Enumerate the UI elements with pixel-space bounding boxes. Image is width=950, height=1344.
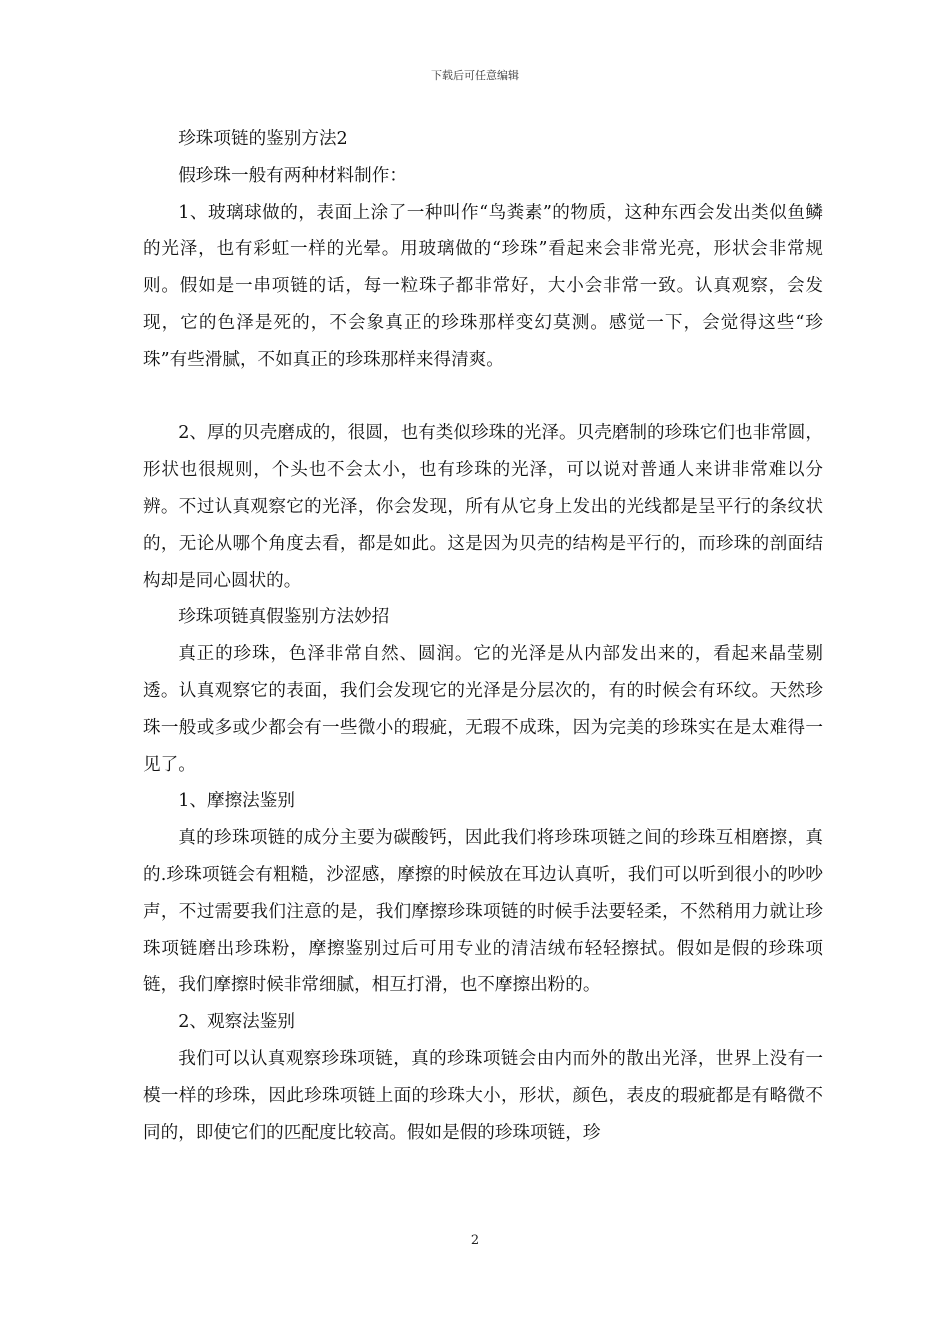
paragraph: 真正的珍珠，色泽非常自然、圆润。它的光泽是从内部发出来的，看起来晶莹剔透。认真观察它的表面，我们会发现它的光泽是分层次的，有的时候会有环纹。天然珍珠一般或多或少都会有一些微小的瑕疵，无瑕不成珠，因为完美的珍珠实在是太难得一见了。 [143, 644, 823, 775]
subsection-title: 2、观察法鉴别 [178, 1012, 295, 1033]
paragraph-spacer [143, 379, 823, 416]
subsection-title: 1、摩擦法鉴别 [178, 791, 295, 812]
paragraph: 我们可以认真观察珍珠项链，真的珍珠项链会由内而外的散出光泽，世界上没有一模一样的珍珠，因此珍珠项链上面的珍珠大小，形状，颜色，表皮的瑕疵都是有略微不同的，即使它们的匹配度比较高。假如是假的珍珠项链，珍 [143, 1048, 823, 1143]
paragraph: 2、厚的贝壳磨成的，很圆，也有类似珍珠的光泽。贝壳磨制的珍珠它们也非常圆，形状也很规则，个头也不会太小，也有珍珠的光泽，可以说对普通人来讲非常难以分辨。不过认真观察它的光泽，你会发现，所有从它身上发出的光线都是呈平行的条纹状的，无论从哪个角度去看，都是如此。这是因为贝壳的结构是平行的，而珍珠的剖面结构却是同心圆状的。 [143, 423, 823, 591]
paragraph: 1、玻璃球做的，表面上涂了一种叫作“鸟粪素”的物质，这种东西会发出类似鱼鳞的光泽，也有彩虹一样的光晕。用玻璃做的“珍珠”看起来会非常光亮，形状会非常规则。假如是一串项链的话，每一粒珠子都非常好，大小会非常一致。认真观察，会发现，它的色泽是死的，不会象真正的珍珠那样变幻莫测。感觉一下，会觉得这些“珍珠”有些滑腻，不如真正的珍珠那样来得清爽。 [143, 202, 823, 370]
section-title: 珍珠项链的鉴别方法2 [178, 129, 348, 149]
document-body [143, 121, 823, 1151]
page-header: 下载后可任意编辑 [431, 69, 519, 82]
paragraph: 假珍珠一般有两种材料制作： [178, 165, 407, 186]
section-title: 珍珠项链真假鉴别方法妙招 [178, 607, 390, 628]
page-number: 2 [470, 1233, 480, 1248]
paragraph: 真的珍珠项链的成分主要为碳酸钙，因此我们将珍珠项链之间的珍珠互相磨擦，真的.珍珠项链会有粗糙，沙涩感，摩擦的时候放在耳边认真听，我们可以听到很小的吵吵声，不过需要我们注意的是，我们摩擦珍珠项链的时候手法要轻柔，不然稍用力就让珍珠项链磨出珍珠粉，摩擦鉴别过后可用专业的清洁绒布轻轻擦拭。假如是假的珍珠项链，我们摩擦时候非常细腻，相互打滑，也不摩擦出粉的。 [143, 828, 823, 996]
